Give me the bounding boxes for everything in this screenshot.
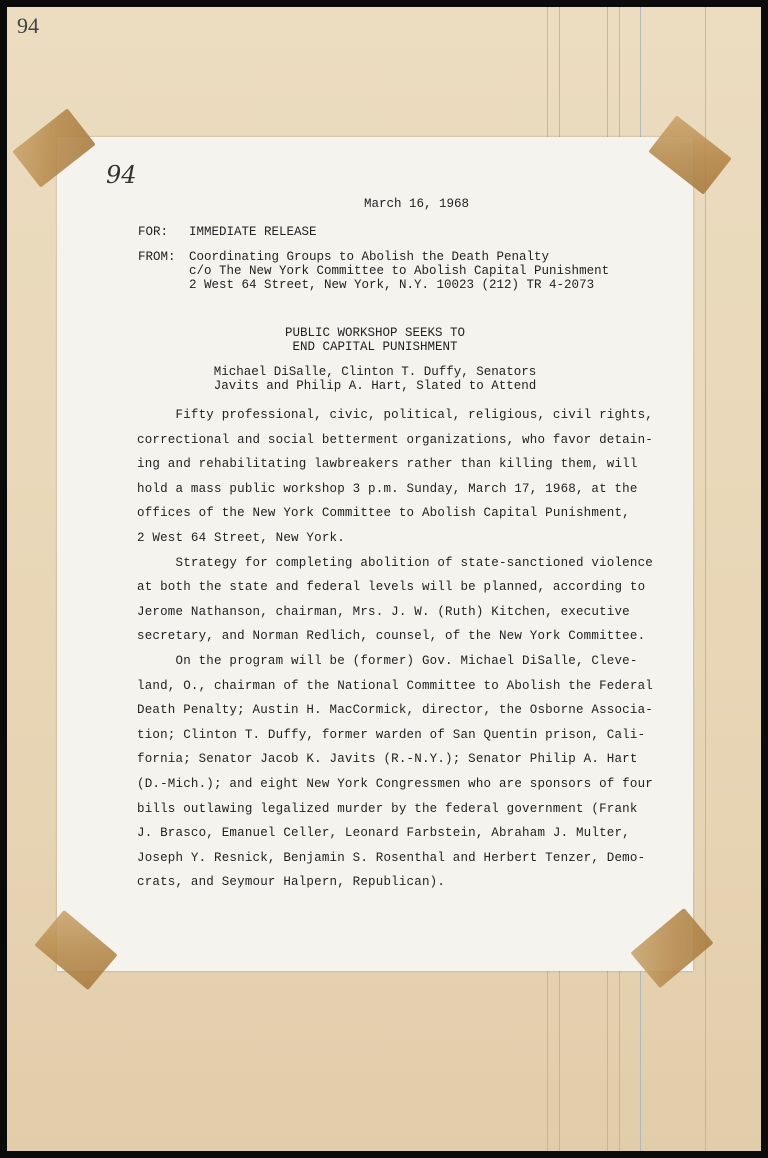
paragraph — [137, 649, 657, 895]
text-line: offices of the New York Committee to Abolish Capital Punishment, — [137, 506, 630, 521]
text-line: hold a mass public workshop 3 p.m. Sunday, March 17, 1968, at the — [137, 481, 638, 496]
paragraph — [137, 551, 657, 649]
text-line: On the program will be (former) Gov. Michael DiSalle, Cleve- — [137, 653, 638, 668]
from-line: c/o The New York Committee to Abolish Capital Punishment — [189, 264, 610, 278]
release-date: March 16, 1968 — [364, 197, 470, 211]
scrapbook-page — [7, 7, 761, 1151]
scrapbook-page-number: 94 — [17, 13, 39, 38]
text-line: bills outlawing legalized murder by the federal government (Frank — [137, 801, 638, 816]
text-line: at both the state and federal levels will be planned, according to — [137, 580, 646, 595]
subhead-line: Michael DiSalle, Clinton T. Duffy, Senators — [213, 365, 537, 379]
for-label: FOR: — [138, 225, 169, 239]
for-value: IMMEDIATE RELEASE — [189, 225, 317, 239]
headline-line: PUBLIC WORKSHOP SEEKS TO — [284, 326, 466, 340]
paragraph — [137, 403, 657, 551]
text-line: J. Brasco, Emanuel Celler, Leonard Farbstein, Abraham J. Multer, — [137, 826, 630, 841]
headline-line: END CAPITAL PUNISHMENT — [292, 340, 458, 354]
text-line: tion; Clinton T. Duffy, former warden of San Quentin prison, Cali- — [137, 727, 646, 742]
text-line: ing and rehabilitating lawbreakers rather than killing them, will — [137, 457, 638, 472]
text-line: correctional and social betterment organizations, who favor detain- — [137, 432, 653, 447]
text-line: (D.-Mich.); and eight New York Congressmen who are sponsors of four — [137, 776, 653, 791]
release-body — [137, 403, 657, 895]
from-line: Coordinating Groups to Abolish the Death Penalty — [189, 250, 550, 264]
text-line: Death Penalty; Austin H. MacCormick, director, the Osborne Associa- — [137, 703, 653, 718]
text-line: land, O., chairman of the National Committee to Abolish the Federal — [137, 678, 653, 693]
text-line: crats, and Seymour Halpern, Republican). — [137, 875, 446, 890]
subhead-line: Javits and Philip A. Hart, Slated to Attend — [213, 379, 537, 393]
text-line: Joseph Y. Resnick, Benjamin S. Rosenthal and Herbert Tenzer, Demo- — [137, 850, 646, 865]
handwritten-number: 94 — [106, 161, 137, 189]
text-line: Jerome Nathanson, chairman, Mrs. J. W. (Ruth) Kitchen, executive — [137, 604, 630, 619]
press-release-sheet — [57, 137, 693, 971]
text-line: fornia; Senator Jacob K. Javits (R.-N.Y.); Senator Philip A. Hart — [137, 752, 638, 767]
text-line: Fifty professional, civic, political, religious, civil rights, — [137, 408, 653, 422]
from-label: FROM: — [138, 250, 176, 264]
text-line: Strategy for completing abolition of state-sanctioned violence — [137, 555, 653, 570]
text-line: secretary, and Norman Redlich, counsel, of the New York Committee. — [137, 629, 646, 644]
from-line: 2 West 64 Street, New York, N.Y. 10023 (212) TR 4-2073 — [189, 278, 595, 292]
text-line: 2 West 64 Street, New York. — [137, 530, 345, 545]
